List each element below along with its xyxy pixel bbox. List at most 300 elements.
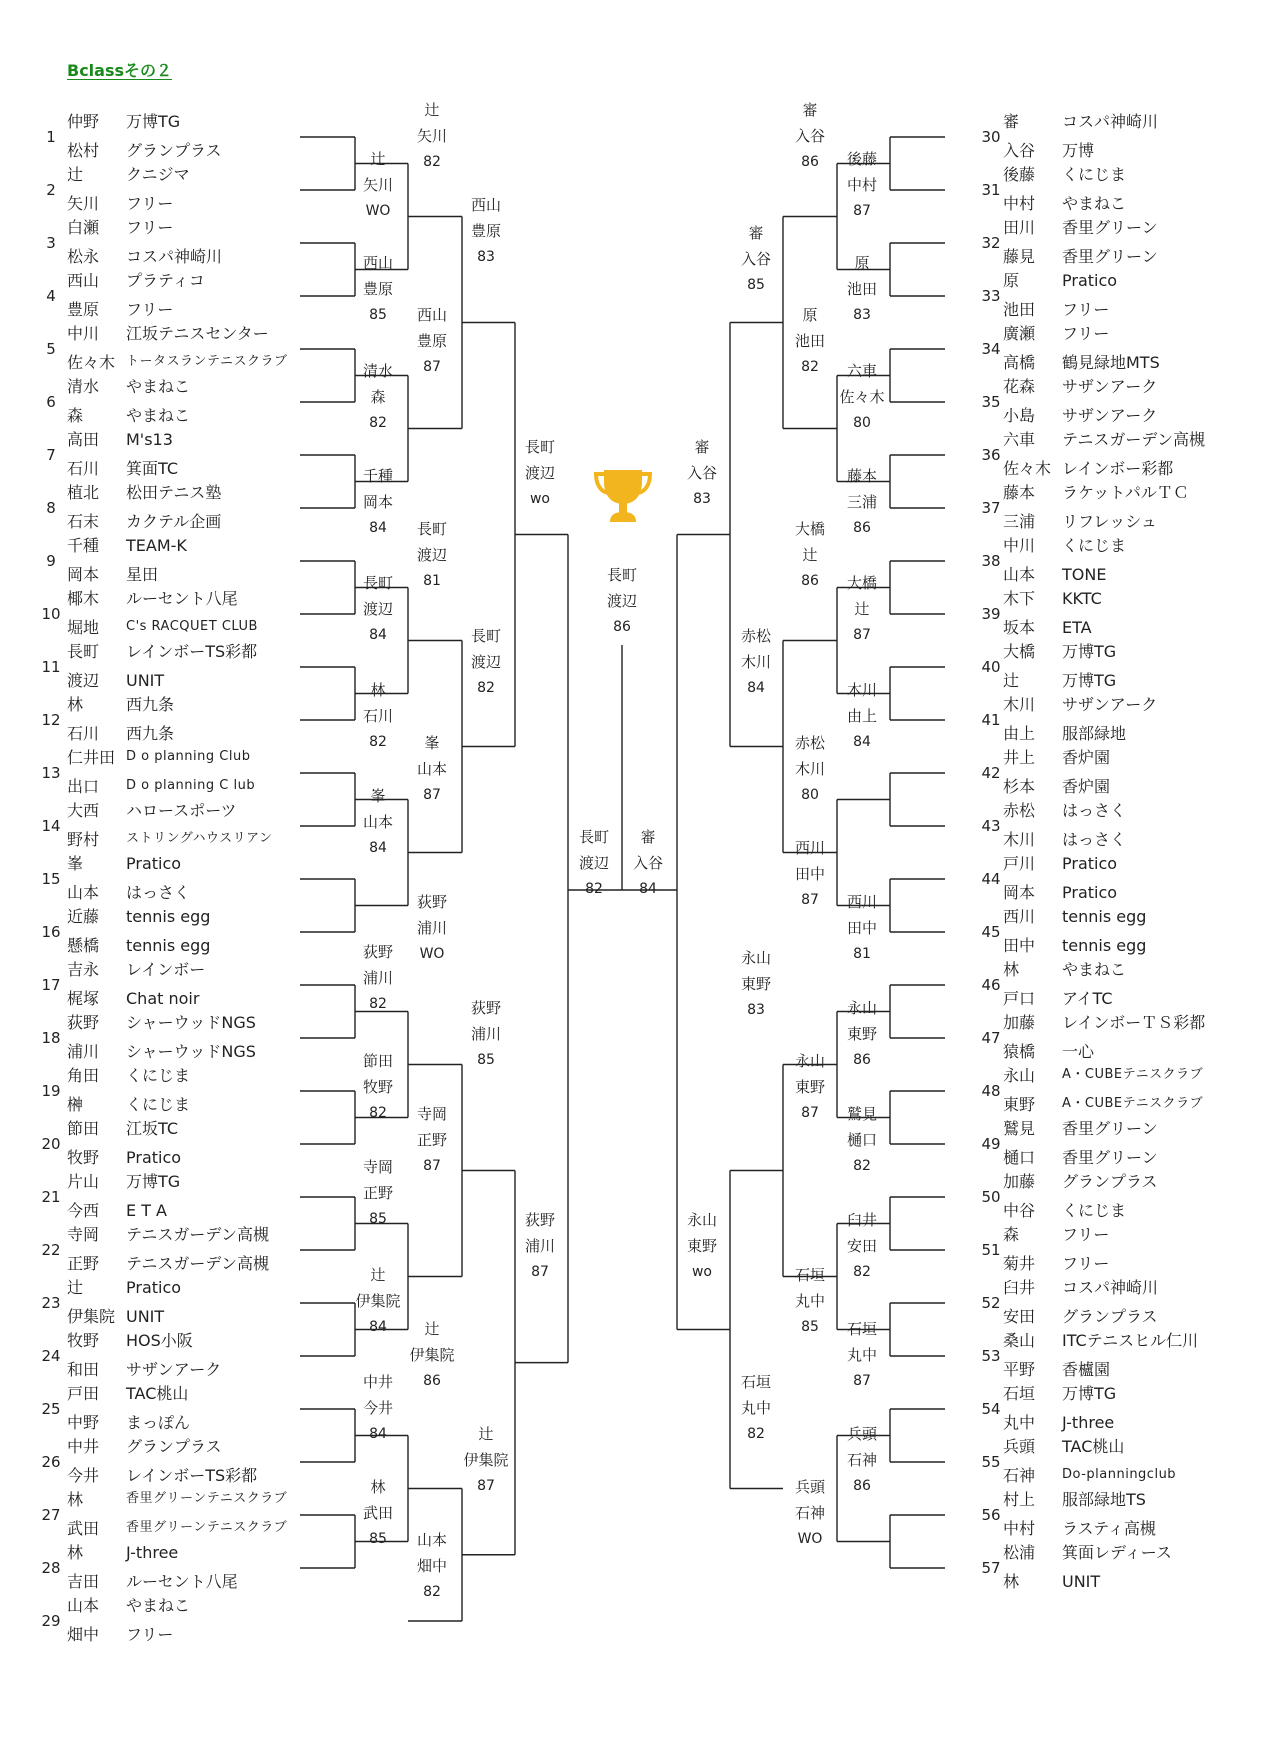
winner-name: 渡辺 — [362, 600, 393, 618]
entry-number: 13 — [41, 763, 61, 782]
winner-name: 西川 — [794, 839, 825, 857]
entry-number: 23 — [41, 1293, 61, 1312]
match-score: 82 — [369, 415, 387, 431]
entry-number: 6 — [46, 392, 56, 411]
winner-name: 由上 — [846, 707, 877, 725]
winner-name: 永山 — [846, 999, 877, 1017]
player-club: Pratico — [1062, 271, 1118, 290]
winner-name: 辻 — [370, 1266, 386, 1284]
winner-name: 荻野 — [470, 999, 501, 1017]
player-name: 梶塚 — [67, 989, 100, 1008]
player-club: 服部緑地 — [1062, 724, 1127, 743]
player-name: 丸中 — [1003, 1413, 1036, 1432]
match-score: 81 — [853, 946, 871, 962]
winner-name: 中村 — [846, 176, 877, 194]
player-name: 六車 — [1003, 430, 1036, 449]
player-name: 松浦 — [1003, 1543, 1036, 1562]
player-name: 寺岡 — [67, 1225, 100, 1244]
entry-number: 49 — [981, 1134, 1001, 1153]
match-score: WO — [797, 1531, 823, 1547]
winner-name: 後藤 — [846, 150, 877, 168]
player-name: 池田 — [1003, 300, 1036, 319]
winner-name: 牧野 — [362, 1078, 393, 1096]
player-club: 香里グリーンテニスクラブ — [126, 1491, 288, 1506]
winner-name: 森 — [370, 388, 386, 406]
player-name: 節田 — [67, 1119, 100, 1138]
player-club: レインボー — [126, 960, 206, 979]
player-name: 白瀬 — [67, 218, 100, 237]
player-club: フリー — [1062, 1225, 1110, 1244]
player-club: はっさく — [1062, 801, 1127, 820]
winner-name: 石川 — [362, 707, 393, 725]
player-name: 東野 — [1003, 1095, 1036, 1114]
player-name: 原 — [1003, 271, 1020, 290]
player-name: 中川 — [67, 324, 100, 343]
winner-name: 渡辺 — [578, 854, 609, 872]
player-name: 井上 — [1003, 748, 1036, 767]
player-name: 岡本 — [1003, 883, 1036, 902]
match-score: 87 — [423, 787, 441, 803]
winner-name: 畑中 — [416, 1557, 447, 1575]
winner-name: 矢川 — [416, 127, 447, 145]
match-score: 83 — [693, 491, 711, 507]
match-score: 81 — [423, 573, 441, 589]
winner-name: 赤松 — [794, 734, 825, 752]
player-name: 林 — [1003, 1572, 1020, 1591]
player-club: Chat noir — [126, 989, 200, 1008]
entry-number: 22 — [41, 1240, 61, 1259]
entry-number: 20 — [41, 1134, 61, 1153]
match-score: 85 — [801, 1319, 819, 1335]
player-name: 大橋 — [1003, 642, 1036, 661]
winner-name: 六車 — [846, 362, 877, 380]
player-club: くにじま — [1062, 536, 1127, 555]
player-name: 榊 — [67, 1095, 84, 1114]
winner-name: 石垣 — [740, 1373, 771, 1391]
entry-number: 36 — [981, 445, 1001, 464]
player-name: 岡本 — [67, 565, 100, 584]
entry-number: 40 — [981, 657, 1001, 676]
player-club: 香里グリーン — [1062, 1119, 1158, 1138]
entry-number: 16 — [41, 922, 61, 941]
player-club: TONE — [1062, 565, 1107, 584]
winner-name: 節田 — [362, 1052, 393, 1070]
winner-name: 辻 — [424, 101, 440, 119]
player-club: UNIT — [126, 671, 165, 690]
player-name: 後藤 — [1003, 165, 1036, 184]
player-name: 桑山 — [1003, 1331, 1036, 1350]
player-name: 松永 — [67, 247, 100, 266]
player-name: 臼井 — [1003, 1278, 1036, 1297]
match-score: 87 — [477, 1478, 495, 1494]
player-club: テニスガーデン高槻 — [126, 1225, 270, 1244]
player-name: 石末 — [67, 512, 100, 531]
entry-number: 48 — [981, 1081, 1001, 1100]
player-name: 清水 — [67, 377, 100, 396]
player-name: 木下 — [1003, 589, 1036, 608]
winner-name: 岡本 — [362, 493, 393, 511]
player-name: 角田 — [67, 1066, 100, 1085]
player-club: テニスガーデン高槻 — [126, 1254, 270, 1273]
player-name: 椰木 — [67, 589, 100, 608]
entry-number: 27 — [41, 1505, 61, 1524]
match-score: WO — [419, 946, 445, 962]
winner-name: 伊集院 — [355, 1292, 401, 1310]
player-name: 森 — [67, 406, 84, 425]
player-club: 江坂テニスセンター — [126, 324, 269, 343]
player-name: 仁井田 — [67, 748, 116, 767]
match-score: 84 — [369, 1426, 387, 1442]
winner-name: 寺岡 — [362, 1158, 393, 1176]
entry-number: 5 — [46, 339, 56, 358]
player-name: 仲野 — [67, 112, 100, 131]
player-name: 今井 — [67, 1466, 100, 1485]
winner-name: 西山 — [416, 306, 447, 324]
winner-name: 中井 — [362, 1373, 393, 1391]
player-name: 佐々木 — [1003, 459, 1052, 478]
player-club: 香里グリーン — [1062, 247, 1158, 266]
winner-name: 大橋 — [846, 574, 877, 592]
winner-name: 今井 — [362, 1399, 393, 1417]
player-club: シャーウッドNGS — [126, 1013, 256, 1032]
winner-name: 木川 — [740, 653, 771, 671]
winner-name: 長町 — [578, 828, 609, 846]
match-score: 87 — [853, 627, 871, 643]
winner-name: 長町 — [470, 627, 501, 645]
entry-number: 7 — [46, 445, 56, 464]
player-name: 高田 — [67, 430, 100, 449]
player-name: 浦川 — [67, 1042, 100, 1061]
trophy-icon — [590, 464, 656, 530]
player-club: ストリングハウスリアン — [126, 831, 273, 846]
winner-name: 山本 — [362, 813, 393, 831]
player-club: tennis egg — [1062, 907, 1147, 926]
winner-name: 藤本 — [846, 467, 877, 485]
player-club: くにじま — [1062, 1201, 1127, 1220]
player-club: 星田 — [126, 565, 159, 584]
player-name: 鷲見 — [1003, 1119, 1036, 1138]
match-score: 82 — [369, 734, 387, 750]
winner-name: 池田 — [846, 280, 877, 298]
player-name: 菊井 — [1003, 1254, 1036, 1273]
player-club: はっさく — [1062, 830, 1127, 849]
entry-number: 42 — [981, 763, 1001, 782]
winner-name: 西山 — [470, 196, 501, 214]
match-score: 85 — [369, 1211, 387, 1227]
player-name: 辻 — [1003, 671, 1020, 690]
winner-name: 荻野 — [362, 943, 393, 961]
entry-number: 41 — [981, 710, 1001, 729]
match-score: 84 — [369, 627, 387, 643]
winner-name: 安田 — [846, 1237, 877, 1255]
player-name: 西山 — [67, 271, 100, 290]
player-name: 中川 — [1003, 536, 1036, 555]
player-club: サザンアーク — [1062, 406, 1158, 425]
winner-name: 峯 — [424, 734, 440, 752]
match-score: 80 — [853, 415, 871, 431]
entry-number: 24 — [41, 1346, 61, 1365]
player-name: 永山 — [1003, 1066, 1036, 1085]
player-name: 中村 — [1003, 1519, 1036, 1538]
player-club: 服部緑地TS — [1062, 1490, 1146, 1509]
entry-number: 53 — [981, 1346, 1001, 1365]
match-score: 84 — [369, 520, 387, 536]
entry-number: 37 — [981, 498, 1001, 517]
entry-number: 33 — [981, 286, 1001, 305]
winner-name: 西山 — [362, 254, 393, 272]
player-name: 正野 — [67, 1254, 100, 1273]
player-club: 万博TG — [1062, 1384, 1117, 1403]
match-score: 87 — [801, 1105, 819, 1121]
player-club: レインボーTS彩都 — [126, 1466, 258, 1485]
player-name: 加藤 — [1003, 1172, 1036, 1191]
player-club: TAC桃山 — [1062, 1437, 1125, 1456]
player-club: フリー — [126, 300, 174, 319]
entry-number: 30 — [981, 127, 1001, 146]
page-title: Bclassその２ — [67, 61, 173, 80]
match-score: 82 — [369, 1105, 387, 1121]
player-club: 万博TG — [126, 112, 181, 131]
player-club: 西九条 — [126, 695, 175, 714]
match-score: 83 — [477, 249, 495, 265]
player-name: 由上 — [1003, 724, 1036, 743]
winner-name: 豊原 — [416, 332, 447, 350]
player-club: ラスティ高槻 — [1062, 1519, 1156, 1538]
winner-name: 木川 — [794, 760, 825, 778]
winner-name: 渡辺 — [470, 653, 501, 671]
entry-number: 10 — [41, 604, 61, 623]
player-club: Do-planningclub — [1062, 1467, 1177, 1482]
winner-name: 田中 — [846, 919, 877, 937]
player-club: tennis egg — [1062, 936, 1147, 955]
match-score: 85 — [747, 277, 765, 293]
player-club: KKTC — [1062, 589, 1102, 608]
player-name: 田川 — [1003, 218, 1036, 237]
player-name: 佐々木 — [67, 353, 116, 372]
player-name: 入谷 — [1003, 141, 1036, 160]
entry-number: 54 — [981, 1399, 1001, 1418]
player-club: 香里グリーンテニスクラブ — [126, 1520, 288, 1535]
player-club: やまねこ — [126, 406, 191, 425]
player-club: HOS小阪 — [126, 1331, 193, 1350]
player-club: やまねこ — [1062, 960, 1127, 979]
winner-name: 伊集院 — [409, 1346, 455, 1364]
player-name: 中野 — [67, 1413, 100, 1432]
winner-name: 赤松 — [740, 627, 771, 645]
match-score: 82 — [747, 1426, 765, 1442]
winner-name: 正野 — [416, 1131, 447, 1149]
entry-number: 34 — [981, 339, 1001, 358]
player-name: 石川 — [67, 724, 100, 743]
player-name: 辻 — [67, 1278, 84, 1297]
match-score: 82 — [801, 359, 819, 375]
player-name: 大西 — [67, 801, 100, 820]
player-club: フリー — [1062, 1254, 1110, 1273]
player-club: TAC桃山 — [126, 1384, 189, 1403]
winner-name: 荻野 — [524, 1211, 555, 1229]
winner-name: 石神 — [794, 1504, 825, 1522]
player-club: トータスランテニスクラブ — [126, 354, 288, 369]
winner-name: 浦川 — [470, 1025, 501, 1043]
match-score: 87 — [853, 1373, 871, 1389]
player-name: 中井 — [67, 1437, 100, 1456]
player-club: レインボーＴＳ彩都 — [1062, 1013, 1206, 1032]
entry-number: 12 — [41, 710, 61, 729]
entry-number: 28 — [41, 1558, 61, 1577]
match-score: 87 — [423, 359, 441, 375]
winner-name: 永山 — [686, 1211, 717, 1229]
player-name: 平野 — [1003, 1360, 1036, 1379]
player-club: 万博TG — [1062, 671, 1117, 690]
winner-name: 長町 — [416, 520, 447, 538]
entry-number: 18 — [41, 1028, 61, 1047]
entry-number: 56 — [981, 1505, 1001, 1524]
winner-name: 辻 — [478, 1425, 494, 1443]
winner-name: 千種 — [362, 467, 393, 485]
winner-name: 東野 — [846, 1025, 877, 1043]
player-name: 出口 — [67, 777, 100, 796]
match-score: 85 — [477, 1052, 495, 1068]
player-name: 樋口 — [1003, 1148, 1036, 1167]
player-name: 矢川 — [67, 194, 100, 213]
player-name: 林 — [67, 1543, 84, 1562]
match-score: 86 — [801, 573, 819, 589]
entry-number: 19 — [41, 1081, 61, 1100]
player-club: Pratico — [126, 854, 182, 873]
entry-number: 21 — [41, 1187, 61, 1206]
player-club: 箕面TC — [126, 459, 179, 478]
player-name: 荻野 — [67, 1013, 100, 1032]
player-club: D o planning C lub — [126, 778, 256, 793]
entry-number: 50 — [981, 1187, 1001, 1206]
winner-name: 三浦 — [846, 493, 877, 511]
player-club: やまねこ — [126, 377, 191, 396]
match-score: 84 — [369, 1319, 387, 1335]
player-club: サザンアーク — [1062, 377, 1158, 396]
player-club: 香炉園 — [1062, 777, 1111, 796]
player-club: 箕面レディース — [1062, 1543, 1172, 1562]
player-club: ETA — [1062, 618, 1092, 637]
player-name: 畑中 — [67, 1625, 100, 1644]
winner-name: 田中 — [794, 865, 825, 883]
match-score: 85 — [369, 1531, 387, 1547]
player-name: 小島 — [1003, 406, 1036, 425]
player-club: 一心 — [1062, 1042, 1095, 1061]
winner-name: 入谷 — [794, 127, 825, 145]
match-score: 87 — [853, 203, 871, 219]
player-name: 堀地 — [67, 618, 100, 637]
player-club: ITCテニスヒル仁川 — [1062, 1331, 1199, 1350]
player-name: 豊原 — [67, 300, 100, 319]
winner-name: 浦川 — [416, 919, 447, 937]
winner-name: 辻 — [370, 150, 386, 168]
winner-name: 丸中 — [740, 1399, 771, 1417]
player-club: フリー — [126, 1625, 174, 1644]
player-name: 牧野 — [67, 1331, 100, 1350]
player-club: 万博TG — [1062, 642, 1117, 661]
match-score: 82 — [423, 1584, 441, 1600]
entry-number: 32 — [981, 233, 1001, 252]
entry-number: 57 — [981, 1558, 1001, 1577]
player-club: やまねこ — [126, 1596, 191, 1615]
entry-number: 55 — [981, 1452, 1001, 1471]
player-club: リフレッシュ — [1062, 512, 1157, 531]
winner-name: 長町 — [524, 438, 555, 456]
player-name: 武田 — [67, 1519, 100, 1538]
player-name: 林 — [67, 695, 84, 714]
winner-name: 丸中 — [846, 1346, 877, 1364]
match-score: 83 — [747, 1002, 765, 1018]
winner-name: 入谷 — [632, 854, 663, 872]
winner-name: 兵頭 — [846, 1425, 877, 1443]
winner-name: 林 — [370, 1478, 386, 1496]
match-score: 82 — [853, 1264, 871, 1280]
winner-name: 審 — [748, 224, 764, 242]
match-score: 84 — [747, 680, 765, 696]
player-name: 松村 — [67, 141, 100, 160]
entry-number: 43 — [981, 816, 1001, 835]
player-club: 香炉園 — [1062, 748, 1111, 767]
entry-number: 17 — [41, 975, 61, 994]
match-score: 84 — [369, 840, 387, 856]
player-club: M's13 — [126, 430, 173, 449]
winner-name: 長町 — [606, 566, 637, 584]
player-name: 西川 — [1003, 907, 1036, 926]
entry-number: 52 — [981, 1293, 1001, 1312]
match-score: wo — [529, 491, 550, 507]
player-name: 長町 — [67, 642, 100, 661]
player-club: 西九条 — [126, 724, 175, 743]
player-name: 戸田 — [67, 1384, 100, 1403]
winner-name: 永山 — [740, 949, 771, 967]
winner-name: 審 — [640, 828, 656, 846]
player-name: 審 — [1003, 112, 1020, 131]
winner-name: 長町 — [362, 574, 393, 592]
player-name: 辻 — [67, 165, 84, 184]
winner-name: 原 — [802, 306, 818, 324]
winner-name: 審 — [694, 438, 710, 456]
player-club: 香里グリーン — [1062, 218, 1158, 237]
winner-name: 石垣 — [794, 1266, 825, 1284]
player-name: 花森 — [1003, 377, 1036, 396]
player-club: ハロースポーツ — [126, 801, 237, 820]
player-club: テニスガーデン高槻 — [1062, 430, 1206, 449]
player-club: グランプラス — [1062, 1172, 1158, 1191]
player-name: 峯 — [67, 854, 84, 873]
player-club: 万博 — [1062, 141, 1095, 160]
entry-number: 25 — [41, 1399, 61, 1418]
player-name: 近藤 — [67, 907, 100, 926]
winner-name: 東野 — [740, 975, 771, 993]
player-name: 千種 — [67, 536, 100, 555]
player-name: 石神 — [1003, 1466, 1036, 1485]
entry-number: 45 — [981, 922, 1001, 941]
player-club: フリー — [126, 194, 174, 213]
player-club: Pratico — [126, 1278, 182, 1297]
winner-name: 鷲見 — [846, 1105, 877, 1123]
player-name: 野村 — [67, 830, 100, 849]
player-club: 江坂TC — [126, 1119, 179, 1138]
entry-number: 35 — [981, 392, 1001, 411]
player-name: 木川 — [1003, 695, 1036, 714]
player-name: 加藤 — [1003, 1013, 1036, 1032]
player-club: UNIT — [1062, 1572, 1101, 1591]
match-score: 86 — [423, 1373, 441, 1389]
player-name: 安田 — [1003, 1307, 1036, 1326]
winner-name: 審 — [802, 101, 818, 119]
winner-name: 武田 — [362, 1504, 393, 1522]
player-club: まっぽん — [126, 1413, 191, 1432]
